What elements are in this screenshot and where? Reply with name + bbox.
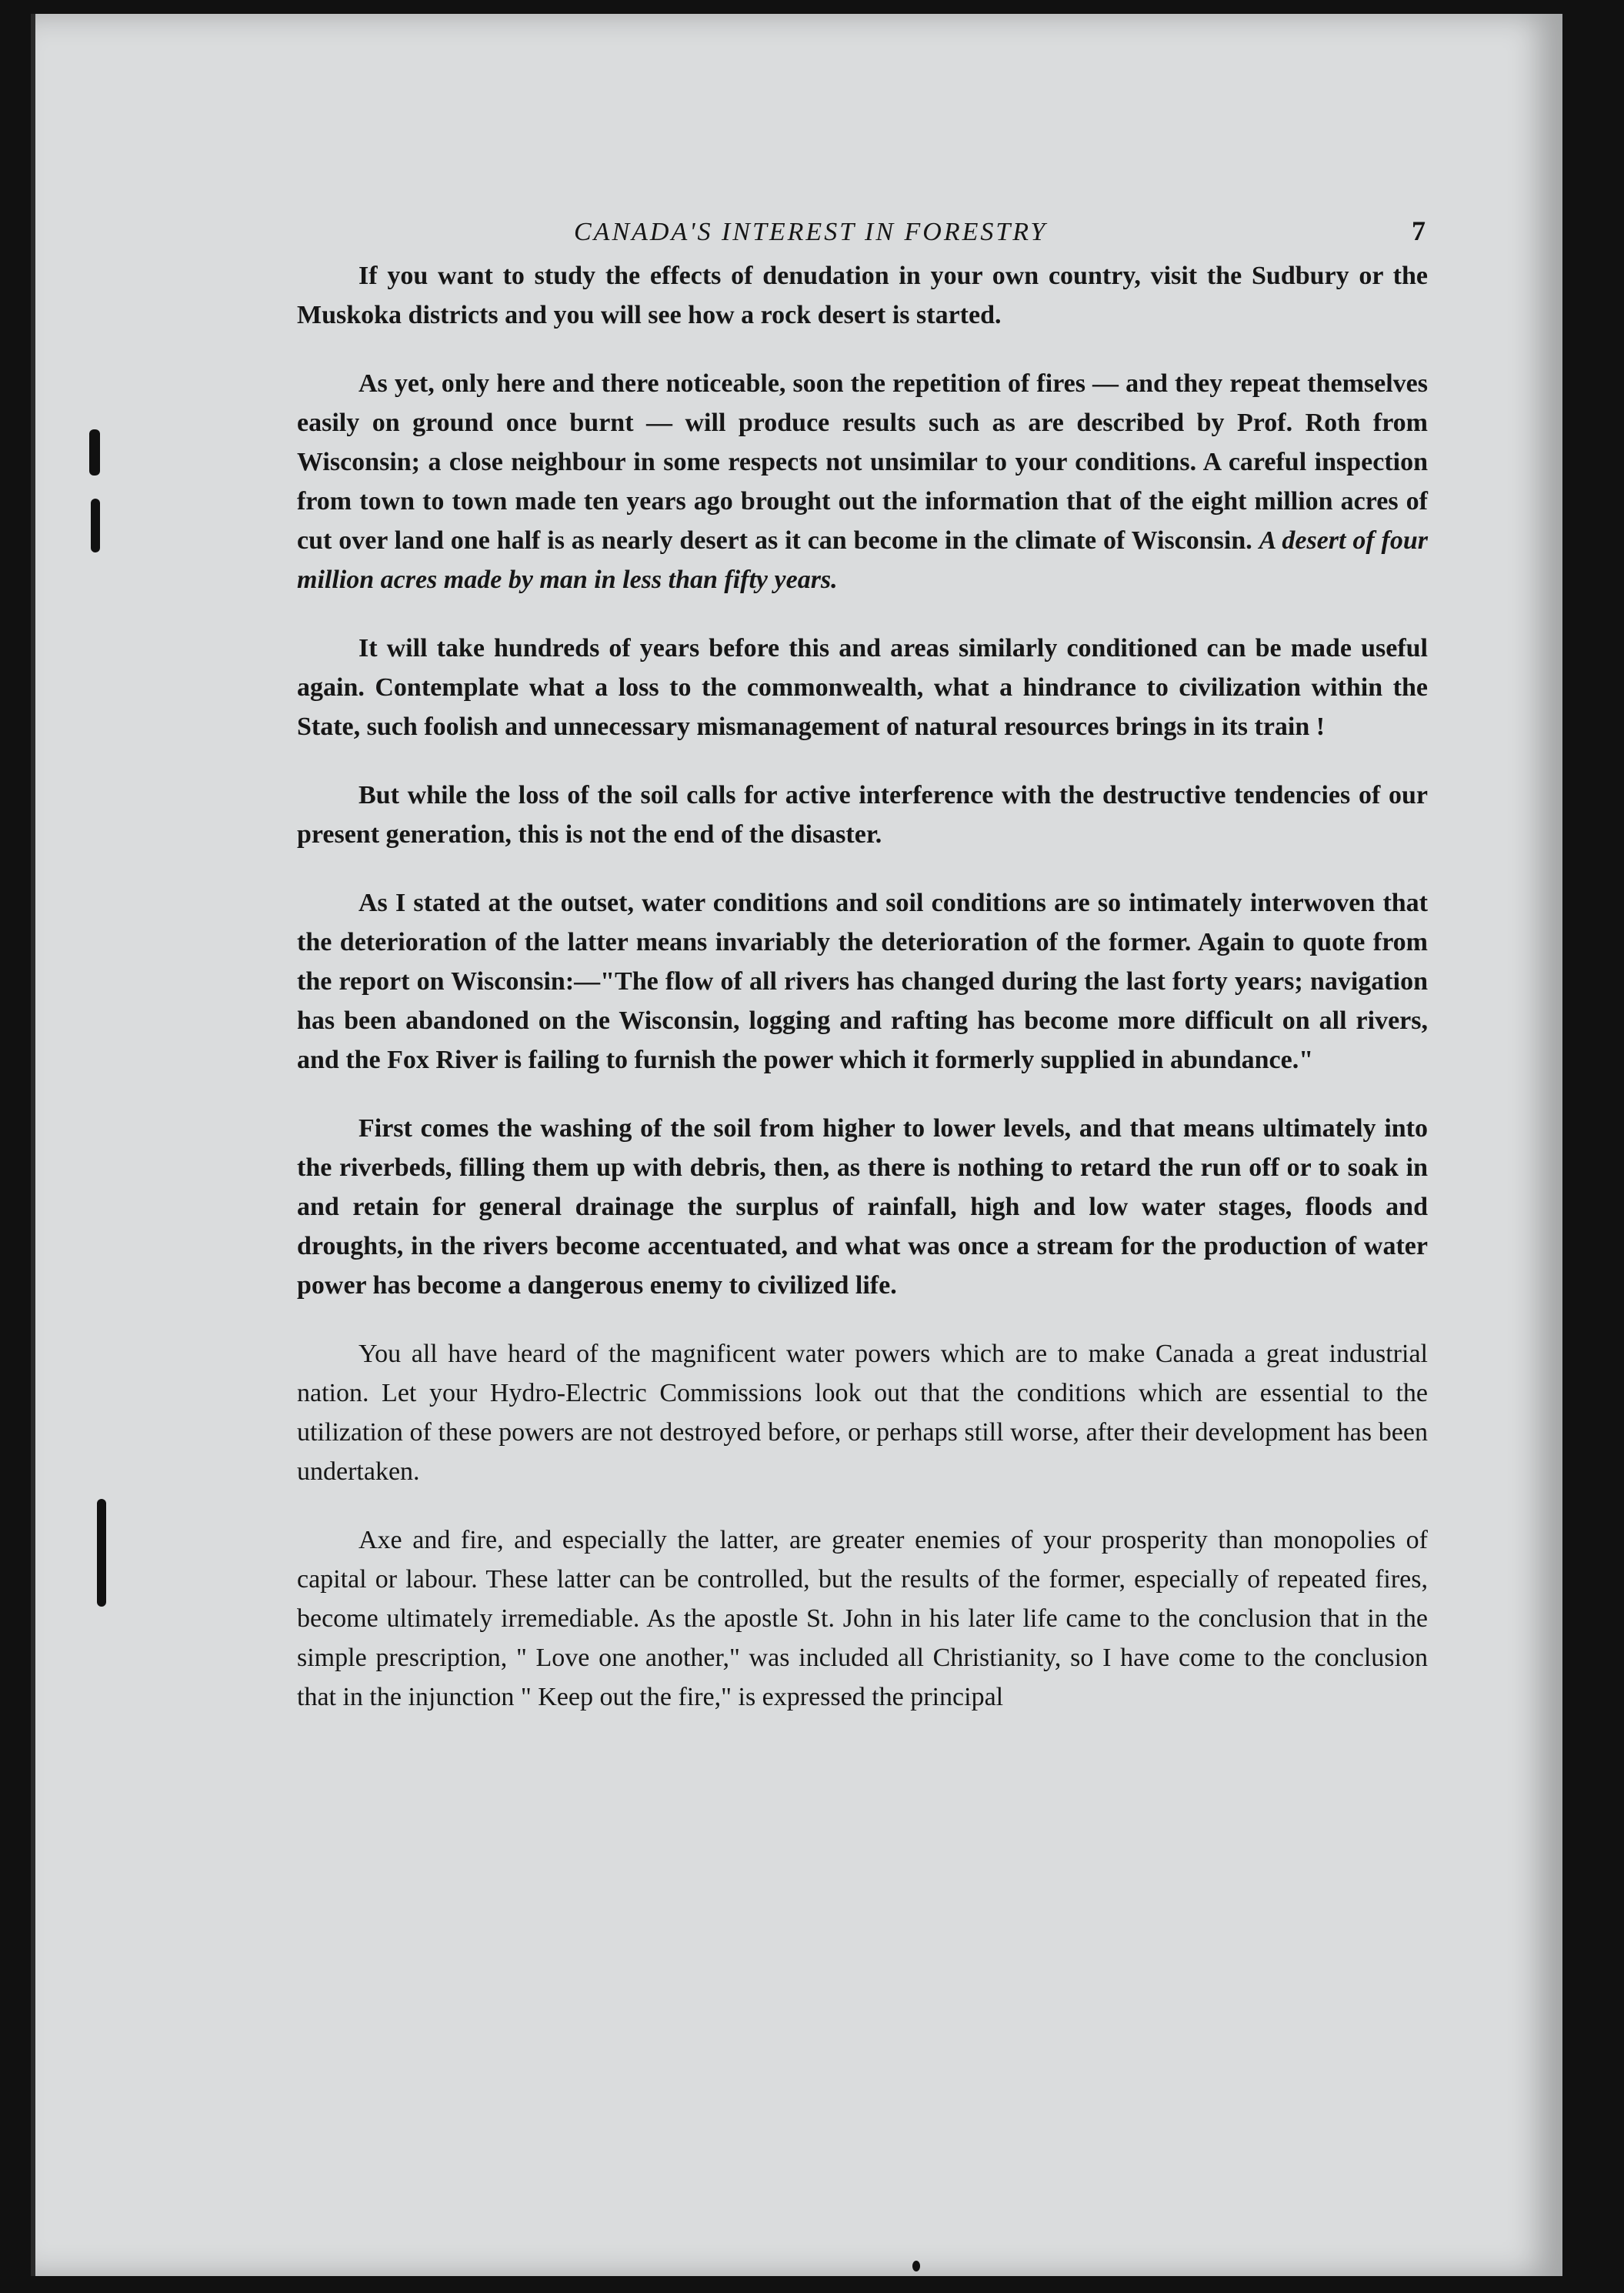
binding-mark-lower [97, 1499, 106, 1607]
running-head-title: CANADA'S INTEREST IN FORESTRY [574, 218, 1048, 246]
paragraph-2-emphasis: A desert of four million acres made by man in less than fifty years. [297, 526, 1428, 594]
running-head [297, 210, 1428, 256]
paragraph-8: Axe and fire, and especially the latter, are greater enemies of your prosperity than monopolies of capital or labour. These latter can be controlled, but the results of the former, especially of repeated fires, become ultimately irremediable. As the apostle St. John in his later life came to the conclusion that in the simple prescription, " Love one another," was included all Christianity, so I have come to the conclusion that in the injunction " Keep out the fire," is expressed the principal [297, 1526, 1428, 1711]
page-content [297, 210, 1428, 1746]
paragraph-7: You all have heard of the magnificent water powers which are to make Canada a great industrial nation. Let your Hydro-Electric Commissions look out that the conditions which are essential to the utilization of these powers are not destroyed before, or perhaps still worse, after their development has been undertaken. [297, 1340, 1428, 1486]
binding-mark-upper [89, 429, 100, 476]
binding-mark-upper-2 [91, 499, 100, 552]
paragraph-6: First comes the washing of the soil from higher to lower levels, and that means ultimately into the riverbeds, filling them up with debris, then, as there is nothing to retard the run off or to soak in and retain for general drainage the surplus of rainfall, high and low water stages, floods and droughts, in the rivers become accentuated, and what was once a stream for the production of water power has become a dangerous enemy to civilized life. [297, 1114, 1428, 1300]
page-number: 7 [1412, 215, 1428, 246]
paragraph-4: But while the loss of the soil calls for active interference with the destructive tendencies of our present generation, this is not the end of the disaster. [297, 781, 1428, 849]
document-page [31, 14, 1562, 2276]
paragraph-2-text: As yet, only here and there noticeable, soon the repetition of fires — and they repeat themselves easily on ground once burnt — will produce results such as are described by Prof. Roth from Wisconsin; a close neighbour in some respects not unsimilar to your conditions. A careful inspection from town to town made ten years ago brought out the information that of the eight million acres of cut over land one half is as nearly desert as it can become in the climate of Wisconsin. [297, 369, 1428, 555]
paragraph-1: If you want to study the effects of denudation in your own country, visit the Sudbury or the Muskoka districts and you will see how a rock desert is started. [297, 262, 1428, 329]
scan-speck [912, 2261, 920, 2271]
paragraph-5: As I stated at the outset, water conditions and soil conditions are so intimately interwoven that the deterioration of the latter means invariably the deterioration of the former. Again to quote from the report on Wisconsin:—"The flow of all rivers has changed during the last forty years; navigation has been abandoned on the Wisconsin, logging and rafting has become more difficult on all rivers, and the Fox River is failing to furnish the power which it formerly supplied in abundance." [297, 889, 1428, 1074]
paragraph-2 [297, 364, 1428, 599]
paragraph-3: It will take hundreds of years before this and areas similarly conditioned can be made useful again. Contemplate what a loss to the commonwealth, what a hindrance to civilization within the State, such foolish and unnecessary mismanagement of natural resources brings in its train ! [297, 634, 1428, 741]
